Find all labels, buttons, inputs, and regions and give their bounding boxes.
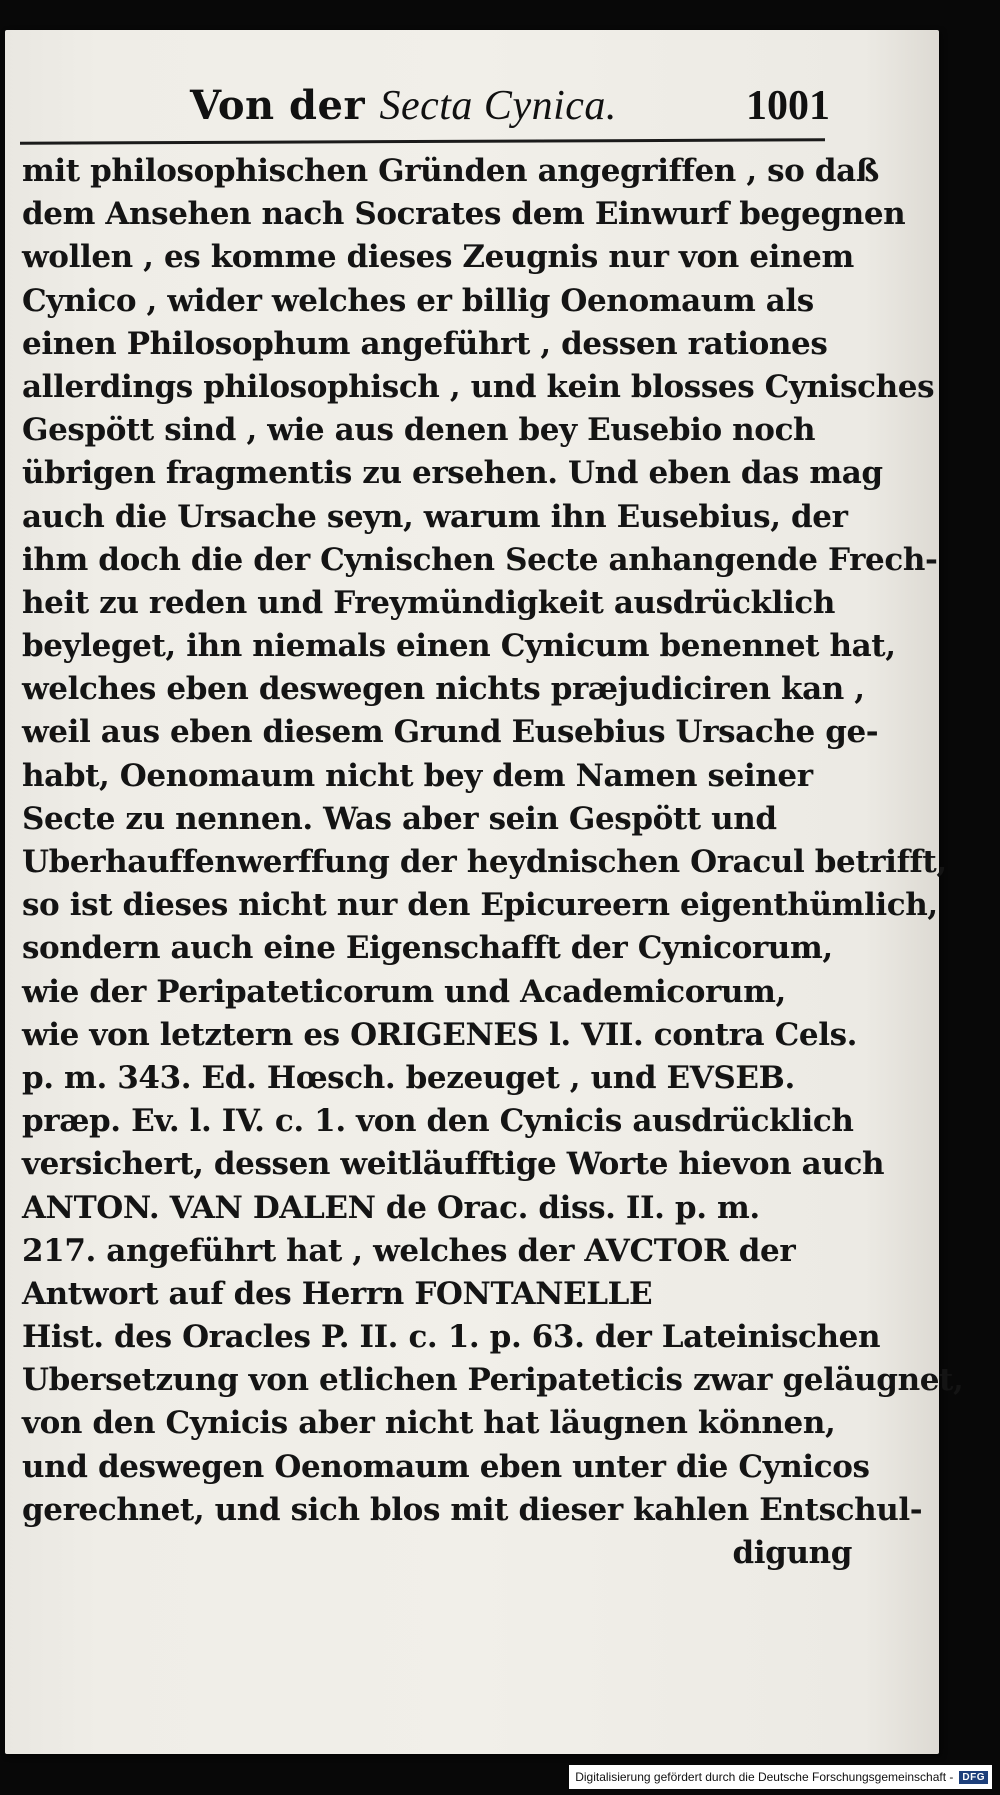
text-line: 217. angeführt hat , welches der AVCTOR der: [22, 1232, 796, 1269]
body-text: [22, 150, 964, 1575]
running-title-italic: Secta Cynica.: [379, 83, 617, 129]
running-title: [190, 82, 617, 130]
text-line: Antwort auf des Herrn FONTANELLE: [22, 1275, 653, 1312]
dfg-logo: DFG: [959, 1771, 988, 1784]
text-line: p. m. 343. Ed. Hœsch. bezeuget , und EVSEB.: [22, 1059, 795, 1096]
digitization-footer: [569, 1765, 992, 1789]
text-line: ANTON. VAN DALEN de Orac. diss. II. p. m.: [22, 1189, 760, 1226]
catchword: digung: [732, 1535, 852, 1571]
text-line: einen Philosophum angeführt , dessen rationes: [22, 325, 828, 362]
text-line: weil aus eben diesem Grund Eusebius Ursache ge-: [22, 714, 879, 751]
text-line: von den Cynicis aber nicht hat läugnen können,: [22, 1405, 836, 1442]
text-line: Secte zu nennen. Was aber sein Gespött und: [22, 800, 777, 837]
text-line: ihm doch die der Cynischen Secte anhangende Frech-: [22, 541, 938, 578]
text-line: so ist dieses nicht nur den Epicureern eigenthümlich,: [22, 887, 938, 924]
text-line: heit zu reden und Freymündigkeit ausdrücklich: [22, 584, 835, 621]
text-line: gerechnet, und sich blos mit dieser kahlen Entschul-: [22, 1491, 923, 1528]
text-line: Ubersetzung von etlichen Peripateticis zwar geläugnet,: [22, 1362, 964, 1399]
text-line: Hist. des Oracles P. II. c. 1. p. 63. der Lateinischen: [22, 1319, 881, 1356]
text-line: wollen , es komme dieses Zeugnis nur von einem: [22, 239, 854, 276]
text-line: Cynico , wider welches er billig Oenomaum als: [22, 282, 814, 319]
text-line: Uberhauffenwerffung der heydnischen Oracul betrifft,: [22, 844, 947, 880]
text-line: mit philosophischen Gründen angegriffen , so daß: [22, 153, 879, 189]
text-line: beyleget, ihn niemals einen Cynicum benennet hat,: [22, 628, 896, 665]
text-line: Gespött sind , wie aus denen bey Eusebio noch: [22, 412, 816, 449]
text-line: wie von letztern es ORIGENES l. VII. contra Cels.: [22, 1016, 858, 1053]
text-line: habt, Oenomaum nicht bey dem Namen seiner: [22, 757, 813, 794]
running-title-prefix: Von der: [190, 82, 366, 129]
text-line: übrigen fragmentis zu ersehen. Und eben das mag: [22, 455, 883, 492]
text-line: dem Ansehen nach Socrates dem Einwurf begegnen: [22, 196, 906, 233]
text-line: auch die Ursache seyn, warum ihn Eusebius, der: [22, 498, 848, 535]
text-line: allerdings philosophisch , und kein blosses Cynisches: [22, 368, 935, 405]
text-line: præp. Ev. l. IV. c. 1. von den Cynicis ausdrücklich: [22, 1103, 854, 1140]
text-line: und deswegen Oenomaum eben unter die Cynicos: [22, 1448, 870, 1485]
text-line: sondern auch eine Eigenschafft der Cynicorum,: [22, 930, 833, 967]
page-number: 1001: [746, 83, 830, 129]
text-line: versichert, dessen weitläufftige Worte hievon auch: [22, 1146, 885, 1183]
page-header: [190, 82, 830, 138]
footer-text: Digitalisierung gefördert durch die Deutsche Forschungsgemeinschaft -: [575, 1770, 954, 1784]
text-line: welches eben deswegen nichts præjudiciren kan ,: [22, 671, 865, 708]
text-line: wie der Peripateticorum und Academicorum,: [22, 973, 786, 1010]
